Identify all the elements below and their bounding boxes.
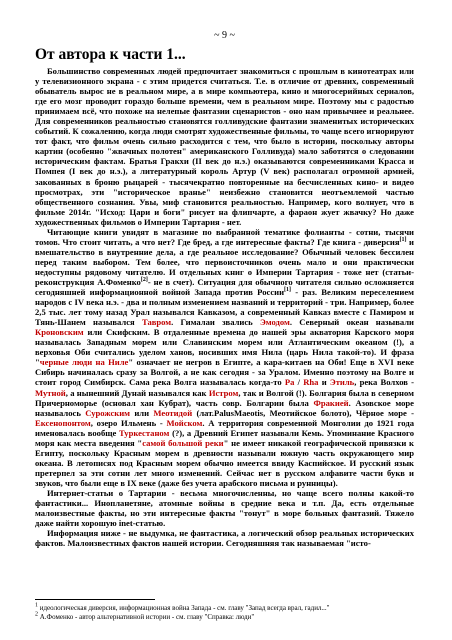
highlighted-term: Эмодом (259, 317, 290, 328)
footnote-mark: 2 (35, 611, 38, 618)
text-run: Большинство современных людей предпочитает знакомиться с прошлым в кинотеатрах или у телевизионного экрана - с этим придется считаться. Т.е. в отличие от древних, современный обыватель вырос не в реальном мире, а в мире компьютера, кино и многосерийных сериалов, где его мозг проводит гораздо больше времени, чем в реальном мире. Поэтому мы с радостью принимаем всё, что похоже на нелепые фантазии сценаристов - оно нам привычнее и реальнее. Для современников реальностью становятся голливудские фантазии знаменитых исторических событий. К сожалению, когда люди смотрят художественные фильмы, то чаще всего игнорируют тот факт, что фильм очень сильно расходится с тем, что было в истории, поскольку авторы картин (особенно "жвачных полотен" американского Голливуда) мало заботятся о следовании историческим фактам. Братья Гракхи (II век до н.э.) оказываются современниками Красса и Помпея (I век до н.э.), а литературный король Артур (V век) располагал огромной армией, закованных в броню рыцарей - тысячекратно повторенные на бесчисленных кино- и видео просмотрах, эти "историческое вранье" неизбежно становится неотъемлемой частью общественного сознания. Увы, миф становится реальностью. Например, кого волнует, что в фильме 2014г. "Исход: Цари и боги" рисует на флипчарте, а фараон жует жвачку? Но даже художественных фильмов о Империи Тартария - нет. (35, 66, 414, 227)
paragraph (35, 488, 414, 528)
text-run: , озеро Ильмень - (90, 417, 167, 428)
text-run: . Гималаи звались (171, 317, 260, 328)
highlighted-term: Туркестаном (119, 427, 170, 438)
text-run: Информация ниже - не выдумка, не фантастика, а логический обзор реальных исторических фактов. Малоизвестных фактов нашей истории. Сегодняшняя так называемая "исто- (35, 528, 414, 549)
highlighted-term: Кроновским (35, 327, 84, 338)
text-run: " означает не негров в Египте, а кара-китаев на Оби! Еще в XVI веке Сибирь начиналась сразу за Волгой, а не как сегодня - за Уралом. Именно поэтому на Волге и стоит город Симбирск. Сама река Волга называлась когда-то (35, 357, 415, 388)
text-run: Интернет-статьи о Тартарии - весьма многочисленны, но чаще всего полны какой-то фантастики... Инопланетяне, атомные войны в средние века и т.п. Да, есть отдельные малоизвестные факты, но эти интересные факты "тонут" в море больных фантазий. Тяжело даже найти хорошую inet-статью. (35, 487, 414, 529)
footnote (35, 604, 414, 613)
paragraph (35, 528, 414, 548)
paragraph (35, 66, 414, 227)
footnote-ref: [2] (140, 277, 148, 284)
text-run: . Северный океан называли (289, 317, 414, 328)
footnote (35, 613, 414, 622)
highlighted-term: Истром (208, 387, 239, 398)
highlighted-term: Фракией (313, 397, 349, 408)
text-run: " не имеет никакой географической привязки к Египту, поскольку Красным морем в древности называли южную часть окружающего мир океана. В летописях под Красным морем обычно имеется ввиду Каспийское. И русский язык претерпел за эти сотни лет много изменений. Сейчас нет в русском алфавите части букв и звуков, что были еще в IX веке (даже без учета арабского письма и рунницы). (35, 437, 414, 488)
chapter-title: От автора к части 1... (35, 46, 186, 63)
text-run: (?), а Древний Египет называли Кемь. Упоминание Красного моря как места введения " (35, 427, 414, 448)
text-run: - раз. Великим переселением народов с IV века н.э. - два и полным изменением названий и территорий - три. Например, более 2,5 тыс. лет тому назад Урал назывался Кавказом, а современный Кавказ вместе с Памиром и Тянь-Шанем назывался (35, 287, 414, 328)
text-run: и вмешательство в внутренние дела, а где реальное исследование? Обычный человек бессилен перед таким выбором. Тем более, что первоисточников очень мало и они практически недоступны рядовому читателю. И отдельных книг о Империи Тартария - тоже нет (статьи-реконструкция А.Фоменко (35, 236, 414, 287)
text-run: и (318, 377, 330, 388)
text-run: / (294, 377, 304, 388)
footnote-ref: [1] (284, 287, 292, 294)
highlighted-term: Сурожским (85, 407, 131, 418)
page-number: ~ 9 ~ (214, 30, 235, 41)
text-run: или (130, 407, 154, 418)
text-run: или Скифским. В отдаленные времена до нашей эры акватория Карского моря называлась Западным морем или Славинским морем или Атлантическим океаном (!), а верховья Оби считались уделом ханов, носивших имя Нила (царь Нила такой-то). И фраза " (35, 327, 414, 368)
highlighted-term: Мутной (35, 387, 66, 398)
highlighted-term: черные люди на Ниле (39, 357, 129, 368)
highlighted-term: Ексенопонтом (35, 417, 91, 428)
text-run: , а нынешний Дунай назывался как (65, 387, 209, 398)
footnote-ref: [1] (399, 236, 407, 243)
footnote-mark: 1 (35, 602, 38, 609)
text-run: (лат.PalusMaeotis, Меотийское болото), Чёрное море - (192, 407, 414, 418)
text-run: Читающие книги увидят в магазине по выбранной тематике фолианты - сотни, тысячи томов. Что стоит читать, а что нет? Где бред, а где интересные факты? Где книга - диверсия (35, 226, 414, 247)
footnote-divider (35, 599, 155, 600)
highlighted-term: Rha (303, 377, 319, 388)
highlighted-term: Меотидой (153, 407, 193, 418)
footnote-text: идеологическая диверсия, информационная война Запада - см. главу "Запад всегда врал, гадил..." (38, 604, 330, 612)
text-run: , так и Волгой (!). Болгария была в северном Причерноморье (основал хан Кубрат), часть совр. Болгарии была (35, 387, 414, 408)
footnotes (35, 604, 414, 622)
highlighted-term: Этиль (329, 377, 355, 388)
text-run: - не в счет). Ситуация для обычного читателя сильно осложняется сегодняшней информационной войной Запада против России (35, 276, 414, 298)
text-run: . Азовское море называлось (35, 397, 414, 418)
body-text (35, 66, 414, 548)
paragraph (35, 227, 414, 488)
highlighted-term: самой большой реки (142, 437, 224, 448)
highlighted-term: Ра (284, 377, 295, 388)
text-run: , река Волхов - (354, 377, 415, 388)
text-run: . А территория современной Монголии до 1921 года именовалась вообще (35, 417, 414, 438)
highlighted-term: Тавром (141, 317, 172, 328)
footnote-text: А.Фоменко - автор альтернативной истории - см. главу "Справка: люди" (38, 613, 255, 621)
highlighted-term: Мойском (166, 417, 203, 428)
